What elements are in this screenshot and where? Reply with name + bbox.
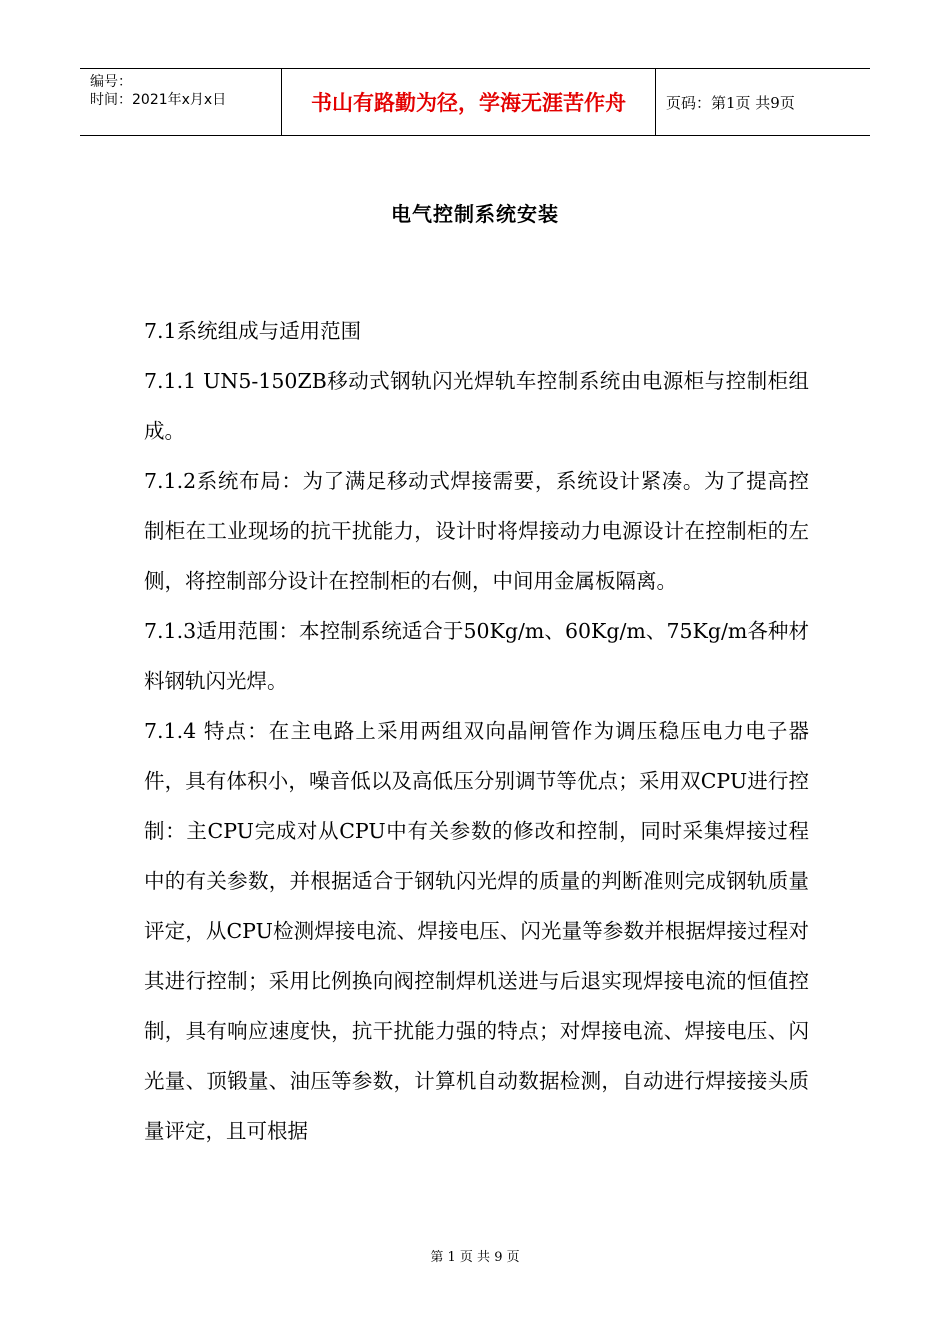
document-body: [144, 306, 809, 1156]
document-title: 电气控制系统安装: [391, 202, 559, 226]
paragraph: 7.1.1 UN5-150ZB移动式钢轨闪光焊轨车控制系统由电源柜与控制柜组成。: [144, 369, 809, 443]
document-number-label: 编号：: [90, 74, 132, 90]
header-motto: 书山有路勤为径，学海无涯苦作舟: [282, 69, 656, 135]
section-heading: 7.1系统组成与适用范围: [144, 319, 362, 343]
header-meta-cell: [80, 69, 282, 135]
page-footer: 第 1 页 共 9 页: [430, 1250, 520, 1265]
paragraph: 7.1.4 特点：在主电路上采用两组双向晶闸管作为调压稳压电力电子器件，具有体积小，噪音低以及高低压分别调节等优点；采用双CPU进行控制：主CPU完成对从CPU中有关参数的修改和控制，同时采集焊接过程中的有关参数，并根据适合于钢轨闪光焊的质量的判断准则完成钢轨质量评定，从CPU检测焊接电流、焊接电压、闪光量等参数并根据焊接过程对其进行控制；采用比例换向阀控制焊机送进与后退实现焊接电流的恒值控制，具有响应速度快，抗干扰能力强的特点；对焊接电流、焊接电压、闪光量、顶锻量、油压等参数，计算机自动数据检测，自动进行焊接接头质量评定，且可根据: [144, 719, 809, 1143]
paragraph: 7.1.3适用范围：本控制系统适合于50Kg/m、60Kg/m、75Kg/m各种材料钢轨闪光焊。: [144, 619, 809, 693]
header-page-info: 页码：第1页 共9页: [666, 93, 795, 112]
header-table: [80, 68, 870, 136]
paragraph: 7.1.2系统布局：为了满足移动式焊接需要，系统设计紧凑。为了提高控制柜在工业现场的抗干扰能力，设计时将焊接动力电源设计在控制柜的左侧，将控制部分设计在控制柜的右侧，中间用金属板隔离。: [144, 469, 809, 593]
document-time-label: 时间：2021年x月x日: [90, 92, 227, 108]
